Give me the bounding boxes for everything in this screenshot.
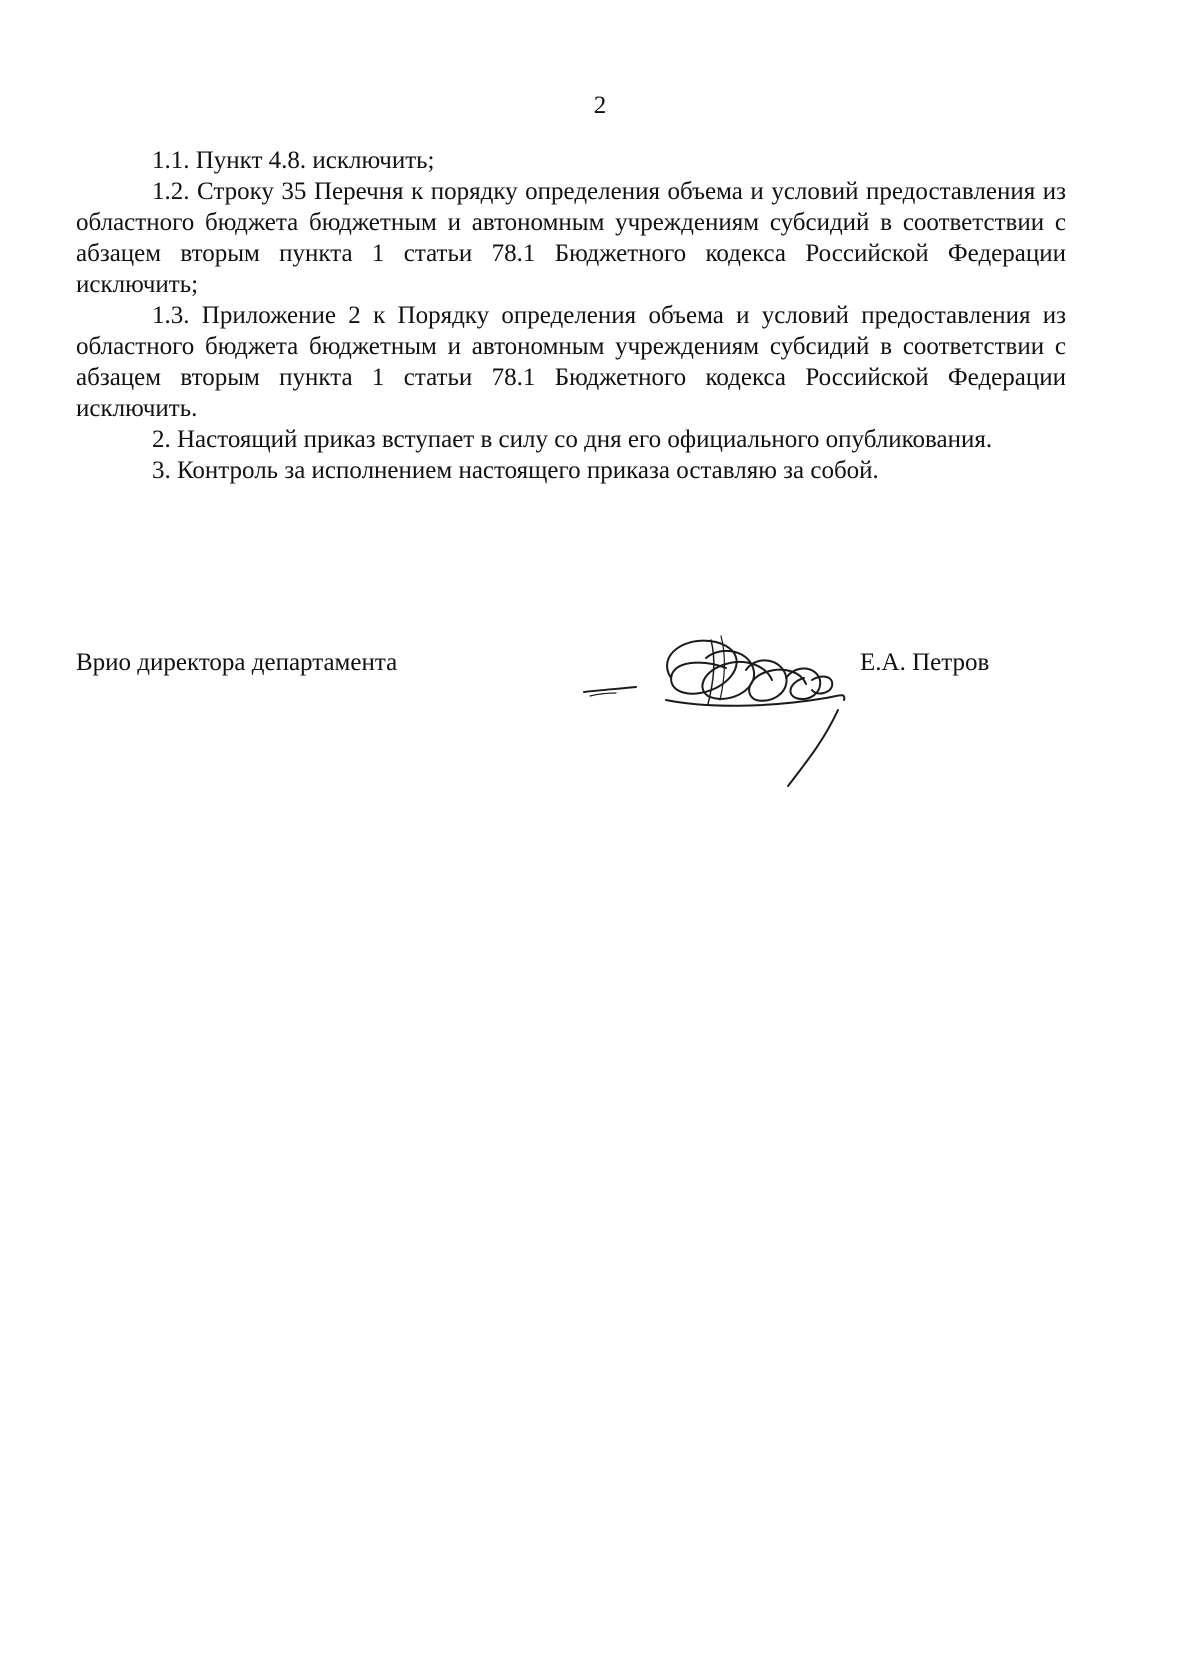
paragraph-1-2: 1.2. Строку 35 Перечня к порядку определения объема и условий предоставления из областного бюджета бюджетным и автономным учреждениям субсидий в соответствии с абзацем вторым пункта 1 статьи 78.1 Бюджетного кодекса Российской Федерации исключить; [76,178,1066,298]
signatory-name: Е.А. Петров [860,649,990,676]
paragraph-2: 2. Настоящий приказ вступает в силу со дня его официального опубликования. [152,426,993,453]
signature-scribble-icon [576,600,906,790]
signature-block [76,648,1076,788]
paragraph-1-3: 1.3. Приложение 2 к Порядку определения объема и условий предоставления из областного бюджета бюджетным и автономным учреждениям субсидий в соответствии с абзацем вторым пункта 1 статьи 78.1 Бюджетного кодекса Российской Федерации исключить. [76,302,1066,422]
paragraph-3: 3. Контроль за исполнением настоящего приказа оставляю за собой. [152,457,879,484]
page-number: 2 [593,92,607,119]
handwritten-signature [576,600,906,790]
document-body [76,145,1066,486]
signatory-position: Врио директора департамента [76,649,398,676]
paragraph-1-1: 1.1. Пункт 4.8. исключить; [152,147,435,174]
